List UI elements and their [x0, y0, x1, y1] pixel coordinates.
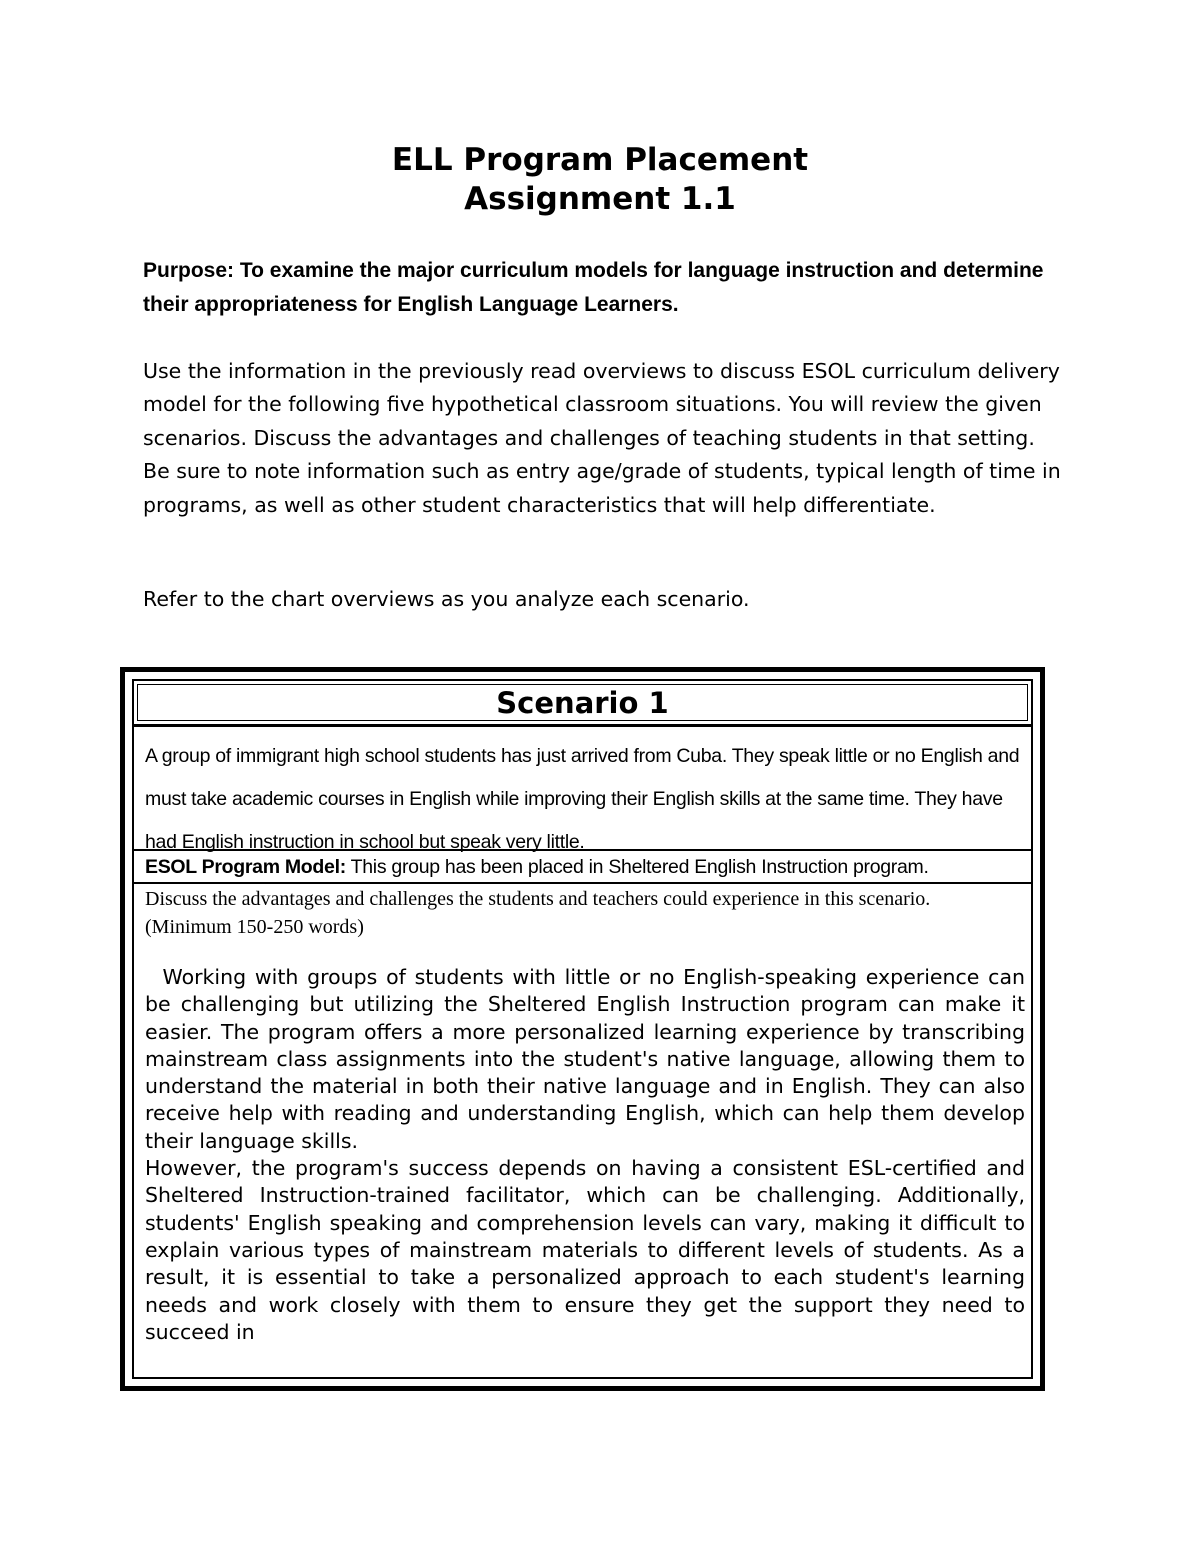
discussion-prompt: Discuss the advantages and challenges the students and teachers could experience in this scenario. (Minimum 150-250 words) — [145, 888, 931, 938]
esol-program-model — [145, 854, 1033, 880]
scenario-description: A group of immigrant high school students has just arrived from Cuba. They speak little or no English and must take academic courses in English while improving their English skills at the same time. They have had English instruction in school but speak very little. — [145, 745, 1020, 853]
answer-paragraph-text: Working with groups of students with little or no English-speaking experience can be challenging but utilizing the Sheltered English Instruction program can make it easier. The program offers a more personalized learning experience by transcribing mainstream class assignments into the student's native language, allowing them to understand the material in both their native language and in English. They can also receive help with reading and understanding English, which can help them develop their language skills. — [145, 965, 1025, 1153]
document-title: ELL Program Placement — [391, 142, 809, 178]
scenario-box — [120, 667, 1045, 1391]
instructions-paragraph: Use the information in the previously read overviews to discuss ESOL curriculum delivery model for the following five hypothetical classroom situations. You will review the given scenarios. Discuss the advantages and challenges of teaching students in that setting. Be sure to note information such as entry age/grade of students, typical length of time in programs, as well as other student characteristics that will help differentiate. — [143, 359, 1061, 517]
answer-paragraph — [145, 964, 1025, 1155]
assignment-number: Assignment 1.1 — [464, 181, 736, 217]
model-label: ESOL Program Model: — [145, 856, 346, 878]
scenario-table — [132, 679, 1033, 1379]
row-divider — [134, 849, 1031, 851]
row-divider — [134, 882, 1031, 884]
refer-note: Refer to the chart overviews as you analyze each scenario. — [143, 587, 750, 611]
scenario-header — [134, 681, 1031, 727]
answer-paragraph: However, the program's success depends on having a consistent ESL-certified and Sheltered Instruction-trained facilitator, which can be challenging. Additionally, students' English speaking and comprehension levels can vary, making it difficult to explain various types of mainstream materials to different levels of students. As a result, it is essential to take a personalized approach to each student's learning needs and work closely with them to ensure they get the support they need to succeed in — [145, 1156, 1025, 1344]
answer-text — [145, 964, 1025, 1346]
model-text: This group has been placed in Sheltered English Instruction program. — [345, 856, 929, 878]
purpose-statement: Purpose: To examine the major curriculum models for language instruction and determine their appropriateness for English Language Learners. — [143, 259, 1044, 316]
scenario-heading: Scenario 1 — [137, 684, 1028, 721]
